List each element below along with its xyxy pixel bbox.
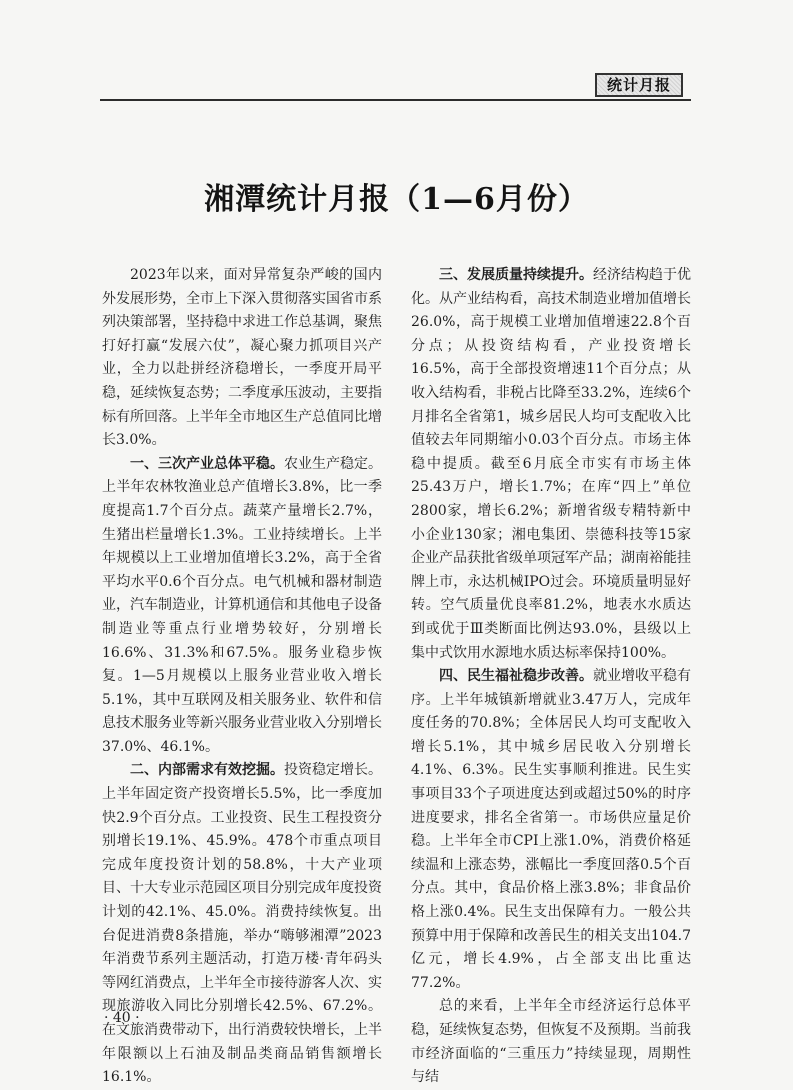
paragraph-quality (411, 264, 691, 665)
heading-livelihood: 四、民生福祉稳步改善。 (439, 668, 593, 685)
paragraph-demand (102, 759, 382, 1089)
body-livelihood: 就业增收平稳有序。上半年城镇新增就业3.47万人，完成年度任务的70.8%；全体居民人均可支配收入增长5.1%，其中城乡居民收入分别增长4.1%、6.3%。民生实事顺利推进。民生实事项目33个子项进度达到或超过50%的时序进度要求，排名全省第一。市场供应量足价稳。上半年全市CPI上涨1.0%，消费价格延续温和上涨态势，涨幅比一季度回落0.5个百分点。其中，食品价格上涨3.8%；非食品价格上涨0.4%。民生支出保障有力。一般公共预算中用于保障和改善民生的相关支出104.7亿元，增长4.9%，占全部支出比重达77.2%。 (411, 668, 691, 991)
paragraph-summary: 总的来看，上半年全市经济运行总体平稳，延续恢复态势，但恢复不及预期。当前我市经济面临的“三重压力”持续显现，周期性与结 (411, 998, 691, 1086)
section-label: 统计月报 (595, 73, 683, 97)
left-column (102, 264, 382, 1090)
body-demand: 投资稳定增长。上半年固定资产投资增长5.5%，比一季度加快2.9个百分点。工业投资、民生工程投资分别增长19.1%、45.9%。478个市重点项目完成年度投资计划的58.8%，十大产业项目、十大专业示范园区项目分别完成年度投资计划的42.1%、45.0%。消费持续恢复。出台促进消费8条措施，举办“嗨够湘潭”2023年消费节系列主题活动，打造万楼·青年码头等网红消费点，上半年全市接待游客人次、实现旅游收入同比分别增长42.5%、67.2%。在文旅消费带动下，出行消费较快增长，上半年限额以上石油及制品类商品销售额增长16.1%。 (102, 762, 382, 1086)
heading-industry: 一、三次产业总体平稳。 (130, 455, 284, 472)
page-number: · 40 · (104, 1010, 140, 1026)
body-quality: 经济结构趋于优化。从产业结构看，高技术制造业增加值增长26.0%，高于规模工业增加值增速22.8个百分点；从投资结构看，产业投资增长16.5%，高于全部投资增速11个百分点；从收入结构看，非税占比降至33.2%，连续6个月排名全省第1，城乡居民人均可支配收入比值较去年同期缩小0.03个百分点。市场主体稳中提质。截至6月底全市实有市场主体25.43万户，增长1.7%；在库“四上”单位2800家，增长6.2%；新增省级专精特新中小企业130家；湘电集团、崇德科技等15家企业产品获批省级单项冠军产品；湖南裕能挂牌上市，永达机械IPO过会。环境质量明显好转。空气质量优良率81.2%，地表水水质达到或优于Ⅲ类断面比例达93.0%，县级以上集中式饮用水源地水质达标率保持100%。 (411, 267, 691, 661)
right-column (411, 264, 691, 1090)
heading-quality: 三、发展质量持续提升。 (439, 267, 593, 283)
paragraph-industry (102, 453, 382, 760)
heading-demand: 二、内部需求有效挖掘。 (130, 762, 284, 779)
header-rule (100, 99, 691, 101)
paragraph-livelihood (411, 665, 691, 995)
body-industry: 农业生产稳定。上半年农林牧渔业总产值增长3.8%，比一季度提高1.7个百分点。蔬菜产量增长2.7%，生猪出栏量增长1.3%。工业持续增长。上半年规模以上工业增加值增长3.2%，高于全省平均水平0.6个百分点。电气机械和器材制造业，汽车制造业，计算机通信和其他电子设备制造业等重点行业增势较好，分别增长16.6%、31.3%和67.5%。服务业稳步恢复。1—5月规模以上服务业营业收入增长5.1%，其中互联网及相关服务业、软件和信息技术服务业等新兴服务业营业收入分别增长37.0%、46.1%。 (102, 455, 382, 755)
paragraph-intro: 2023年以来，面对异常复杂严峻的国内外发展形势，全市上下深入贯彻落实国省市系列决策部署，坚持稳中求进工作总基调，聚焦打好打赢“发展六仗”，凝心聚力抓项目兴产业，全力以赴拼经济稳增长，一季度开局平稳，延续恢复态势；二季度承压波动，主要指标有所回落。上半年全市地区生产总值同比增长3.0%。 (102, 267, 382, 449)
page-title: 湘潭统计月报（1—6月份） (204, 182, 589, 217)
